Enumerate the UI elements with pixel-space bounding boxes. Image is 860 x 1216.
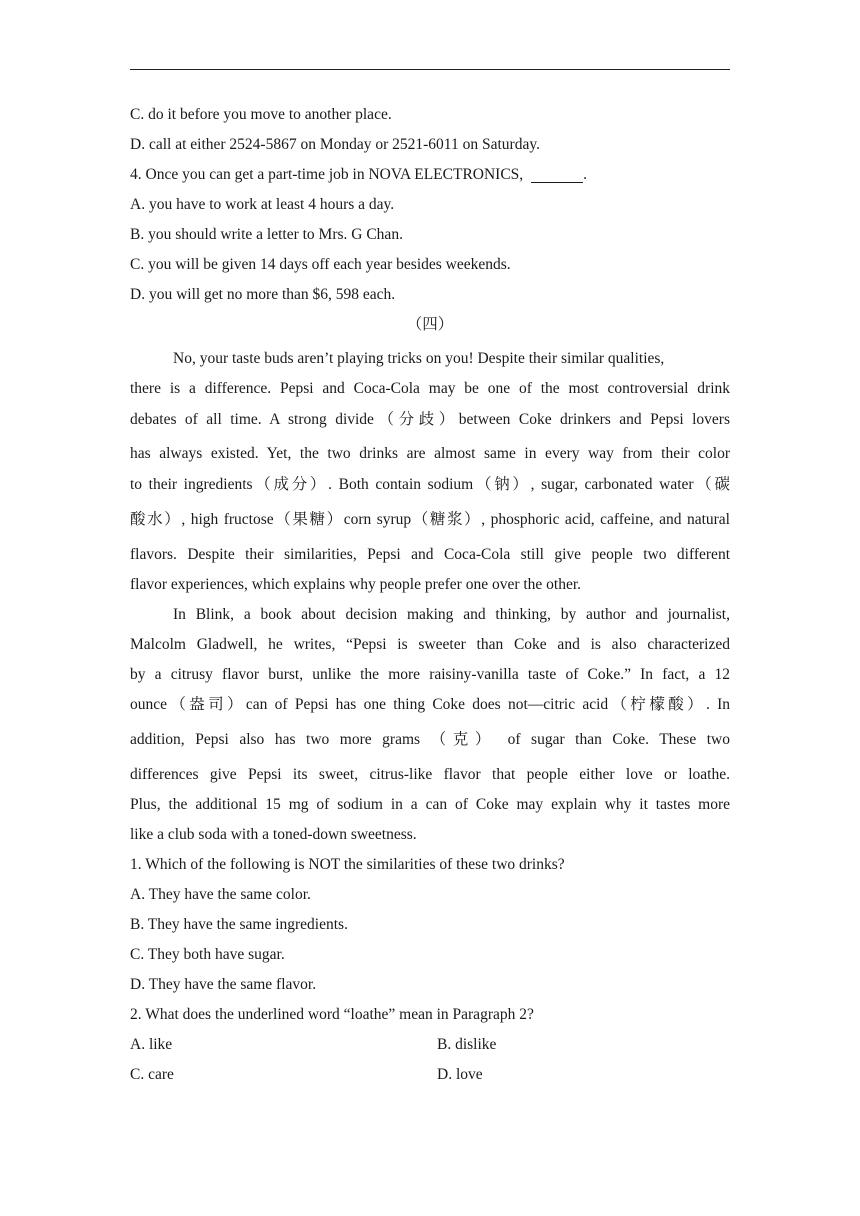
q1-option-d: D. They have the same flavor. bbox=[130, 976, 317, 993]
q4-stem bbox=[130, 160, 587, 190]
q4-option-c: C. you will be given 14 days off each year besides weekends. bbox=[130, 256, 511, 273]
passage-line: 酸水）, high fructose（果糖）corn syrup（糖浆）, phosphoric acid, caffeine, and natural bbox=[130, 511, 730, 528]
header-rule bbox=[130, 69, 730, 70]
passage-line: In Blink, a book about decision making and thinking, by author and journalist, bbox=[173, 606, 730, 623]
answer-blank bbox=[531, 164, 583, 183]
q3-option-c: C. do it before you move to another place. bbox=[130, 106, 392, 123]
passage-line: addition, Pepsi also has two more grams （克） of sugar than Coke. These two bbox=[130, 731, 730, 748]
section-title: （四） bbox=[406, 316, 454, 333]
passage-line: by a citrusy flavor burst, unlike the more raisiny-vanilla taste of Coke.” In fact, a 12 bbox=[130, 666, 730, 683]
q4-stem-text: 4. Once you can get a part-time job in NOVA ELECTRONICS, bbox=[130, 166, 528, 183]
q4-option-a: A. you have to work at least 4 hours a day. bbox=[130, 196, 395, 213]
passage-line: like a club soda with a toned-down sweetness. bbox=[130, 826, 417, 843]
q2-option-c: C. care bbox=[130, 1066, 174, 1083]
passage-line: has always existed. Yet, the two drinks are almost same in every way from their color bbox=[130, 445, 730, 462]
passage-line: differences give Pepsi its sweet, citrus-like flavor that people either love or loathe. bbox=[130, 766, 730, 783]
passage-line: to their ingredients（成分）. Both contain sodium（钠）, sugar, carbonated water（碳 bbox=[130, 476, 730, 493]
passage-line: Plus, the additional 15 mg of sodium in a can of Coke may explain why it tastes more bbox=[130, 796, 730, 813]
q2-stem: 2. What does the underlined word “loathe” mean in Paragraph 2? bbox=[130, 1006, 534, 1023]
q1-option-c: C. They both have sugar. bbox=[130, 946, 285, 963]
q4-stem-end: . bbox=[583, 166, 587, 183]
q3-option-d: D. call at either 2524-5867 on Monday or 2521-6011 on Saturday. bbox=[130, 136, 540, 153]
passage-line: flavors. Despite their similarities, Pepsi and Coca-Cola still give people two different bbox=[130, 546, 730, 563]
passage-line: No, your taste buds aren’t playing tricks on you! Despite their similar qualities, bbox=[173, 350, 665, 367]
q2-option-b: B. dislike bbox=[437, 1036, 497, 1053]
q1-stem: 1. Which of the following is NOT the similarities of these two drinks? bbox=[130, 856, 565, 873]
q4-option-b: B. you should write a letter to Mrs. G Chan. bbox=[130, 226, 403, 243]
passage-line: flavor experiences, which explains why people prefer one over the other. bbox=[130, 576, 582, 593]
passage-line: debates of all time. A strong divide（分歧）between Coke drinkers and Pepsi lovers bbox=[130, 411, 730, 428]
passage-line: Malcolm Gladwell, he writes, “Pepsi is sweeter than Coke and is also characterized bbox=[130, 636, 730, 653]
q1-option-a: A. They have the same color. bbox=[130, 886, 311, 903]
q1-option-b: B. They have the same ingredients. bbox=[130, 916, 348, 933]
q4-option-d: D. you will get no more than $6, 598 each. bbox=[130, 286, 396, 303]
passage-line: ounce（盎司）can of Pepsi has one thing Coke does not—citric acid（柠檬酸）. In bbox=[130, 696, 730, 713]
q2-option-d: D. love bbox=[437, 1066, 483, 1083]
q2-option-a: A. like bbox=[130, 1036, 173, 1053]
passage-line: there is a difference. Pepsi and Coca-Cola may be one of the most controversial drink bbox=[130, 380, 730, 397]
